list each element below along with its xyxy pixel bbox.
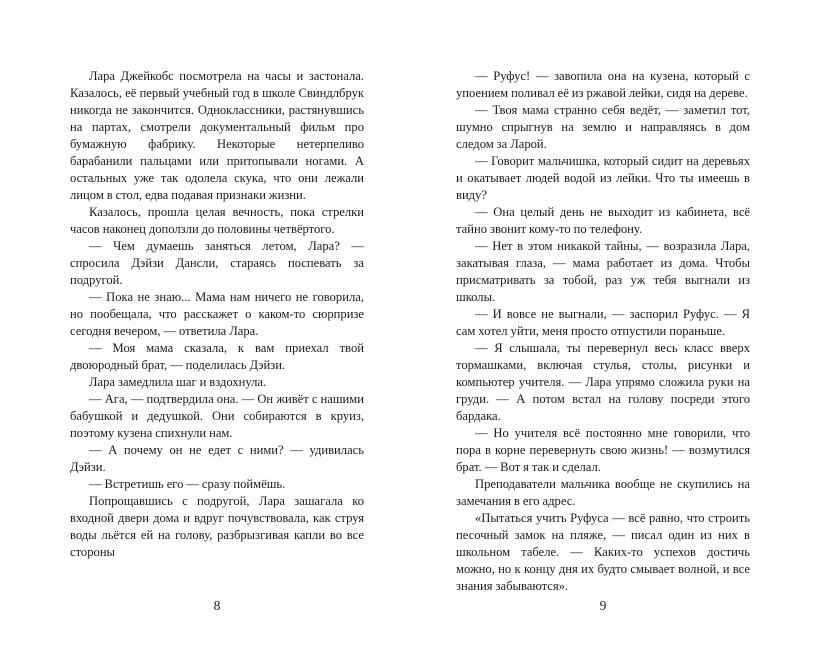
paragraph: — Ага, — подтвердила она. — Он живёт с нашими бабушкой и дедушкой. Они собираются в круиз, поэтому кузена спихнули нам. xyxy=(70,392,364,440)
paragraph: — Я слышала, ты перевернул весь класс вверх тормашками, включая стулья, столы, рисунки и компьютер учителя. — Лара упрямо сложила руки на груди. — А потом встал на голову посреди этого бардака. xyxy=(456,341,750,423)
page-left-text xyxy=(70,68,364,561)
paragraph: Лара Джейкобс посмотрела на часы и застонала. Казалось, её первый учебный год в школе Свиндлбрук никогда не закончится. Одноклассники, растянувшись на партах, смотрели документальный фильм про бумажную фабрику. Некоторые нетерпеливо барабанили пальцами или притопывали ногами. А остальных уже так одолела скука, что они лежали лицом в стол, едва подавая признаки жизни. xyxy=(70,69,364,202)
paragraph: — Она целый день не выходит из кабинета, всё тайно звонит кому-то по телефону. xyxy=(456,205,750,236)
paragraph: Преподаватели мальчика вообще не скупились на замечания в его адрес. xyxy=(456,477,750,508)
paragraph: Казалось, прошла целая вечность, пока стрелки часов наконец доползли до половины четвёртого. xyxy=(70,205,364,236)
paragraph: Попрощавшись с подругой, Лара зашагала ко входной двери дома и вдруг почувствовала, как струя воды льётся ей на голову, разбрызгивая капли во все стороны xyxy=(70,494,364,559)
paragraph: — Нет в этом никакой тайны, — возразила Лара, закатывая глаза, — мама работает из дома. Чтобы присматривать за тобой, раз уж тебя выгнали из школы. xyxy=(456,239,750,304)
page-left xyxy=(70,68,364,614)
paragraph: — Моя мама сказала, к вам приехал твой двоюродный брат, — поделилась Дэйзи. xyxy=(70,341,364,372)
paragraph: «Пытаться учить Руфуса — всё равно, что строить песочный замок на пляже, — писал один из них в школьном табеле. — Каких-то успехов достичь можно, но к концу дня их будто смывает волной, и все знания забываются». xyxy=(456,511,750,593)
page-number-left: 8 xyxy=(213,598,221,613)
page-number-right: 9 xyxy=(599,598,607,613)
paragraph: — Твоя мама странно себя ведёт, — заметил тот, шумно спрыгнув на землю и направляясь в дом следом за Ларой. xyxy=(456,103,750,151)
paragraph: — Встретишь его — сразу поймёшь. xyxy=(89,477,286,491)
paragraph: — Руфус! — завопила она на кузена, который с упоением поливал её из ржавой лейки, сидя на дереве. xyxy=(456,69,750,100)
page-right xyxy=(456,68,750,614)
paragraph: — Говорит мальчишка, который сидит на деревьях и окатывает людей водой из лейки. Что ты имеешь в виду? xyxy=(456,154,750,202)
paragraph: — А почему он не едет с ними? — удивилась Дэйзи. xyxy=(70,443,364,474)
paragraph: Лара замедлила шаг и вздохнула. xyxy=(89,375,267,389)
paragraph: — Пока не знаю... Мама нам ничего не говорила, но пообещала, что расскажет о каком-то сюрпризе сегодня вечером, — ответила Лара. xyxy=(70,290,364,338)
paragraph: — Чем думаешь заняться летом, Лара? — спросила Дэйзи Дансли, стараясь поспевать за подругой. xyxy=(70,239,364,287)
page-right-text xyxy=(456,68,750,595)
paragraph: — Но учителя всё постоянно мне говорили, что пора в корне перевернуть свою жизнь! — возмутился брат. — Вот я так и сделал. xyxy=(456,426,750,474)
paragraph: — И вовсе не выгнали, — заспорил Руфус. — Я сам хотел уйти, меня просто отпустили пораньше. xyxy=(456,307,750,338)
